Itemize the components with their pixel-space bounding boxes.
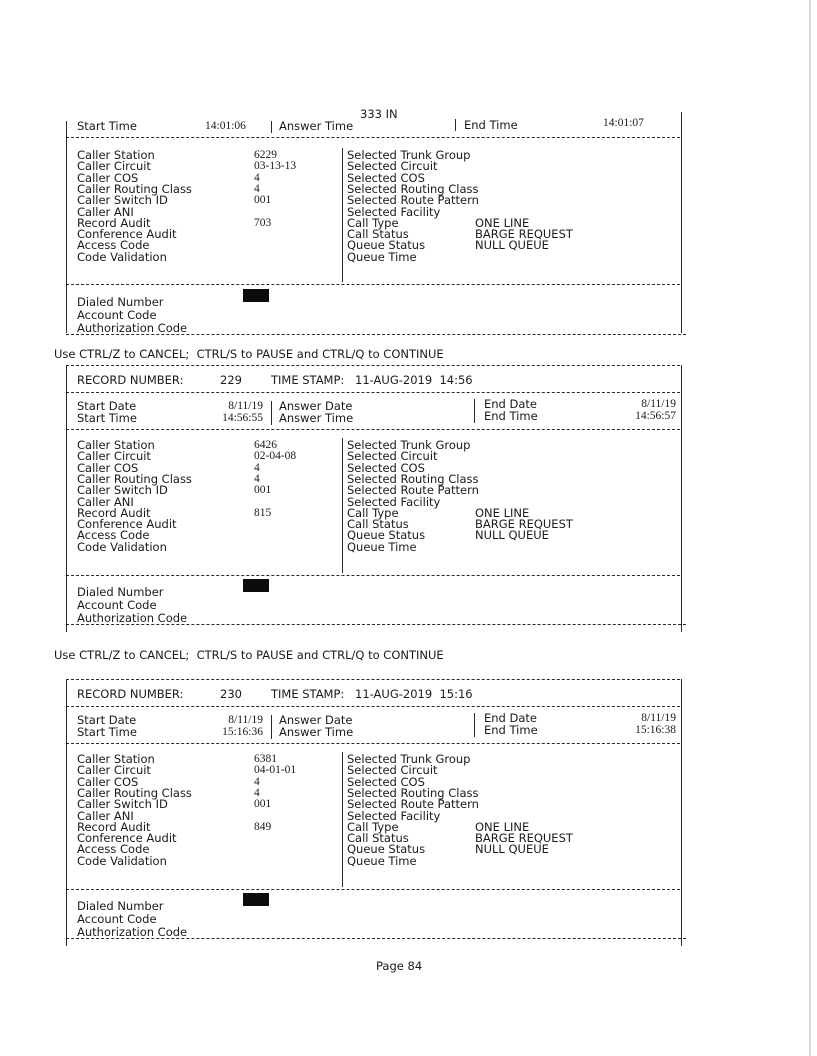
left-field-value: 4 [254, 171, 260, 184]
end-date-label: End Date [484, 711, 537, 725]
left-field-label: Record Audit [77, 505, 151, 520]
left-field-label: Access Code [77, 842, 150, 857]
right-field-label: Selected Trunk Group [347, 148, 471, 162]
dashed-rule [66, 284, 680, 285]
start-date-label: Start Date [77, 713, 137, 727]
right-field-label: Queue Time [347, 853, 417, 868]
dashed-rule [66, 392, 680, 393]
left-field-label: Code Validation [77, 853, 167, 868]
right-field-label: Selected Facility [347, 204, 441, 219]
start-time-value: 15:16:36 [222, 726, 263, 738]
vertical-rule [455, 119, 456, 131]
record-top-rule [66, 365, 680, 366]
right-field-label: Selected Circuit [347, 159, 438, 174]
answer-date-label: Answer Date [279, 399, 353, 413]
right-field-value: ONE LINE [475, 215, 530, 230]
left-field-value: 4 [254, 472, 260, 485]
redaction-block [243, 893, 269, 906]
dashed-rule [66, 706, 680, 707]
time-stamp-label: TIME STAMP: [271, 687, 345, 701]
right-field-label: Selected Circuit [347, 763, 438, 778]
bottom-field-label: Dialed Number [77, 585, 164, 599]
left-field-label: Conference Audit [77, 517, 177, 532]
redaction-block [243, 289, 269, 302]
continue-prompt: Use CTRL/Z to CANCEL; CTRL/S to PAUSE and CTRL/Q to CONTINUE [54, 347, 444, 361]
dashed-rule [66, 743, 680, 744]
left-field-value: 4 [254, 775, 260, 788]
left-field-value: 04-01-01 [254, 764, 297, 777]
right-field-label: Call Status [347, 831, 409, 846]
answer-time-label: Answer Time [279, 411, 354, 425]
time-stamp-label: TIME STAMP: [271, 373, 345, 387]
dashed-rule [66, 624, 686, 625]
record-left-border [66, 679, 67, 946]
right-field-label: Selected Route Pattern [347, 193, 479, 208]
right-field-label: Selected Route Pattern [347, 797, 479, 812]
answer-date-label: Answer Date [279, 713, 353, 727]
record-right-border [681, 679, 682, 946]
left-field-label: Caller Switch ID [77, 797, 168, 812]
right-field-label: Call Status [347, 517, 409, 532]
right-field-label: Queue Time [347, 539, 417, 554]
record-right-border [681, 365, 682, 632]
right-field-value: NULL QUEUE [475, 528, 549, 543]
left-field-label: Caller Station [77, 438, 155, 452]
left-field-label: Code Validation [77, 539, 167, 554]
vertical-rule [271, 401, 272, 425]
right-field-value: NULL QUEUE [475, 238, 549, 253]
right-field-label: Call Status [347, 227, 409, 242]
left-field-label: Caller Station [77, 148, 155, 162]
end-date-label: End Date [484, 397, 537, 411]
right-field-label: Selected COS [347, 170, 425, 185]
end-time-value: 15:16:38 [635, 724, 676, 736]
dashed-rule [66, 938, 686, 939]
left-field-value: 703 [254, 216, 272, 229]
end-time-label: End Time [464, 118, 518, 132]
page-footer: Page 84 [376, 959, 423, 973]
right-field-label: Selected Facility [347, 808, 441, 823]
record-number-label: RECORD NUMBER: [77, 373, 184, 387]
page-edge [809, 0, 811, 1056]
left-field-label: Caller Switch ID [77, 193, 168, 208]
continue-prompt: Use CTRL/Z to CANCEL; CTRL/S to PAUSE and CTRL/Q to CONTINUE [54, 648, 444, 662]
dashed-rule [66, 429, 680, 430]
left-field-label: Caller Routing Class [77, 181, 192, 196]
right-field-label: Call Type [347, 819, 399, 834]
left-field-label: Record Audit [77, 215, 151, 230]
right-field-label: Selected COS [347, 460, 425, 475]
left-field-value: 849 [254, 820, 272, 833]
left-field-label: Caller Circuit [77, 159, 151, 174]
time-stamp-value: 11-AUG-2019 15:16 [355, 687, 473, 701]
start-date-value: 8/11/19 [228, 400, 263, 412]
record-left-border [66, 121, 67, 333]
left-field-label: Caller COS [77, 170, 139, 185]
right-field-label: Queue Status [347, 842, 426, 857]
redaction-block [243, 579, 269, 592]
left-field-label: Caller Circuit [77, 449, 151, 464]
dashed-rule [66, 575, 680, 576]
right-field-value: ONE LINE [475, 505, 530, 520]
left-field-label: Caller Switch ID [77, 483, 168, 498]
right-field-label: Queue Time [347, 249, 417, 264]
start-time-value: 14:56:55 [222, 412, 263, 424]
left-field-value: 001 [254, 798, 272, 811]
right-field-label: Selected Routing Class [347, 471, 479, 486]
record-left-border [66, 365, 67, 632]
bottom-field-label: Dialed Number [77, 899, 164, 913]
bottom-field-label: Authorization Code [77, 321, 188, 335]
right-field-value: BARGE REQUEST [475, 831, 573, 846]
end-date-value: 8/11/19 [641, 398, 676, 410]
bottom-field-label: Dialed Number [77, 295, 164, 309]
left-field-label: Caller COS [77, 460, 139, 475]
left-field-value: 03-13-13 [254, 160, 297, 173]
bottom-field-label: Account Code [77, 308, 157, 322]
record-top-rule [66, 679, 680, 680]
vertical-rule [271, 715, 272, 739]
bottom-field-label: Account Code [77, 598, 157, 612]
right-field-label: Selected Facility [347, 494, 441, 509]
left-field-value: 001 [254, 484, 272, 497]
bottom-field-label: Account Code [77, 912, 157, 926]
answer-time-label: Answer Time [279, 119, 354, 133]
right-field-label: Selected Trunk Group [347, 438, 471, 452]
start-time-label: Start Time [77, 725, 137, 739]
left-field-label: Caller ANI [77, 808, 134, 823]
start-time-label: Start Time [77, 119, 137, 133]
bottom-field-label: Authorization Code [77, 611, 188, 625]
left-field-value: 001 [254, 194, 272, 207]
right-field-label: Queue Status [347, 238, 426, 253]
left-field-label: Record Audit [77, 819, 151, 834]
right-field-label: Selected Circuit [347, 449, 438, 464]
left-field-value: 6381 [254, 753, 277, 765]
left-field-label: Caller Routing Class [77, 785, 192, 800]
start-time-label: Start Time [77, 411, 137, 425]
vertical-rule [342, 148, 343, 282]
left-field-label: Caller Circuit [77, 763, 151, 778]
left-field-value: 815 [254, 506, 272, 519]
vertical-rule [271, 121, 272, 133]
answer-time-label: Answer Time [279, 725, 354, 739]
dashed-rule [66, 889, 680, 890]
left-field-label: Caller Station [77, 752, 155, 766]
right-field-label: Selected Routing Class [347, 785, 479, 800]
left-field-label: Caller ANI [77, 204, 134, 219]
left-field-label: Caller COS [77, 774, 139, 789]
left-field-value: 4 [254, 461, 260, 474]
left-field-label: Caller Routing Class [77, 471, 192, 486]
right-field-value: BARGE REQUEST [475, 227, 573, 242]
record-number-value: 230 [220, 687, 242, 701]
record-number-value: 229 [220, 373, 242, 387]
time-stamp-value: 11-AUG-2019 14:56 [355, 373, 473, 387]
left-field-value: 02-04-08 [254, 450, 297, 463]
dashed-rule [66, 137, 680, 138]
left-field-label: Access Code [77, 528, 150, 543]
end-time-label: End Time [484, 723, 538, 737]
vertical-rule [342, 752, 343, 887]
right-field-label: Call Type [347, 505, 399, 520]
left-field-label: Code Validation [77, 249, 167, 264]
vertical-rule [474, 399, 475, 423]
start-time-value: 14:01:06 [205, 120, 246, 132]
left-field-label: Access Code [77, 238, 150, 253]
left-field-value: 6426 [254, 439, 277, 451]
record-number-label: RECORD NUMBER: [77, 687, 184, 701]
left-field-label: Caller ANI [77, 494, 134, 509]
right-field-label: Selected Route Pattern [347, 483, 479, 498]
right-field-value: NULL QUEUE [475, 842, 549, 857]
left-field-value: 4 [254, 786, 260, 799]
vertical-rule [474, 713, 475, 737]
record-right-border [681, 112, 682, 333]
start-date-value: 8/11/19 [228, 714, 263, 726]
end-time-label: End Time [484, 409, 538, 423]
dashed-rule [66, 334, 686, 335]
right-field-label: Call Type [347, 215, 399, 230]
right-field-value: ONE LINE [475, 819, 530, 834]
left-field-value: 6229 [254, 149, 277, 161]
record-header-text: 333 IN [360, 107, 398, 121]
left-field-label: Conference Audit [77, 227, 177, 242]
right-field-label: Queue Status [347, 528, 426, 543]
right-field-label: Selected Routing Class [347, 181, 479, 196]
right-field-label: Selected Trunk Group [347, 752, 471, 766]
left-field-value: 4 [254, 182, 260, 195]
end-date-value: 8/11/19 [641, 712, 676, 724]
right-field-value: BARGE REQUEST [475, 517, 573, 532]
right-field-label: Selected COS [347, 774, 425, 789]
vertical-rule [342, 438, 343, 573]
bottom-field-label: Authorization Code [77, 925, 188, 939]
end-time-value: 14:56:57 [635, 410, 676, 422]
left-field-label: Conference Audit [77, 831, 177, 846]
start-date-label: Start Date [77, 399, 137, 413]
end-time-value: 14:01:07 [603, 117, 644, 129]
